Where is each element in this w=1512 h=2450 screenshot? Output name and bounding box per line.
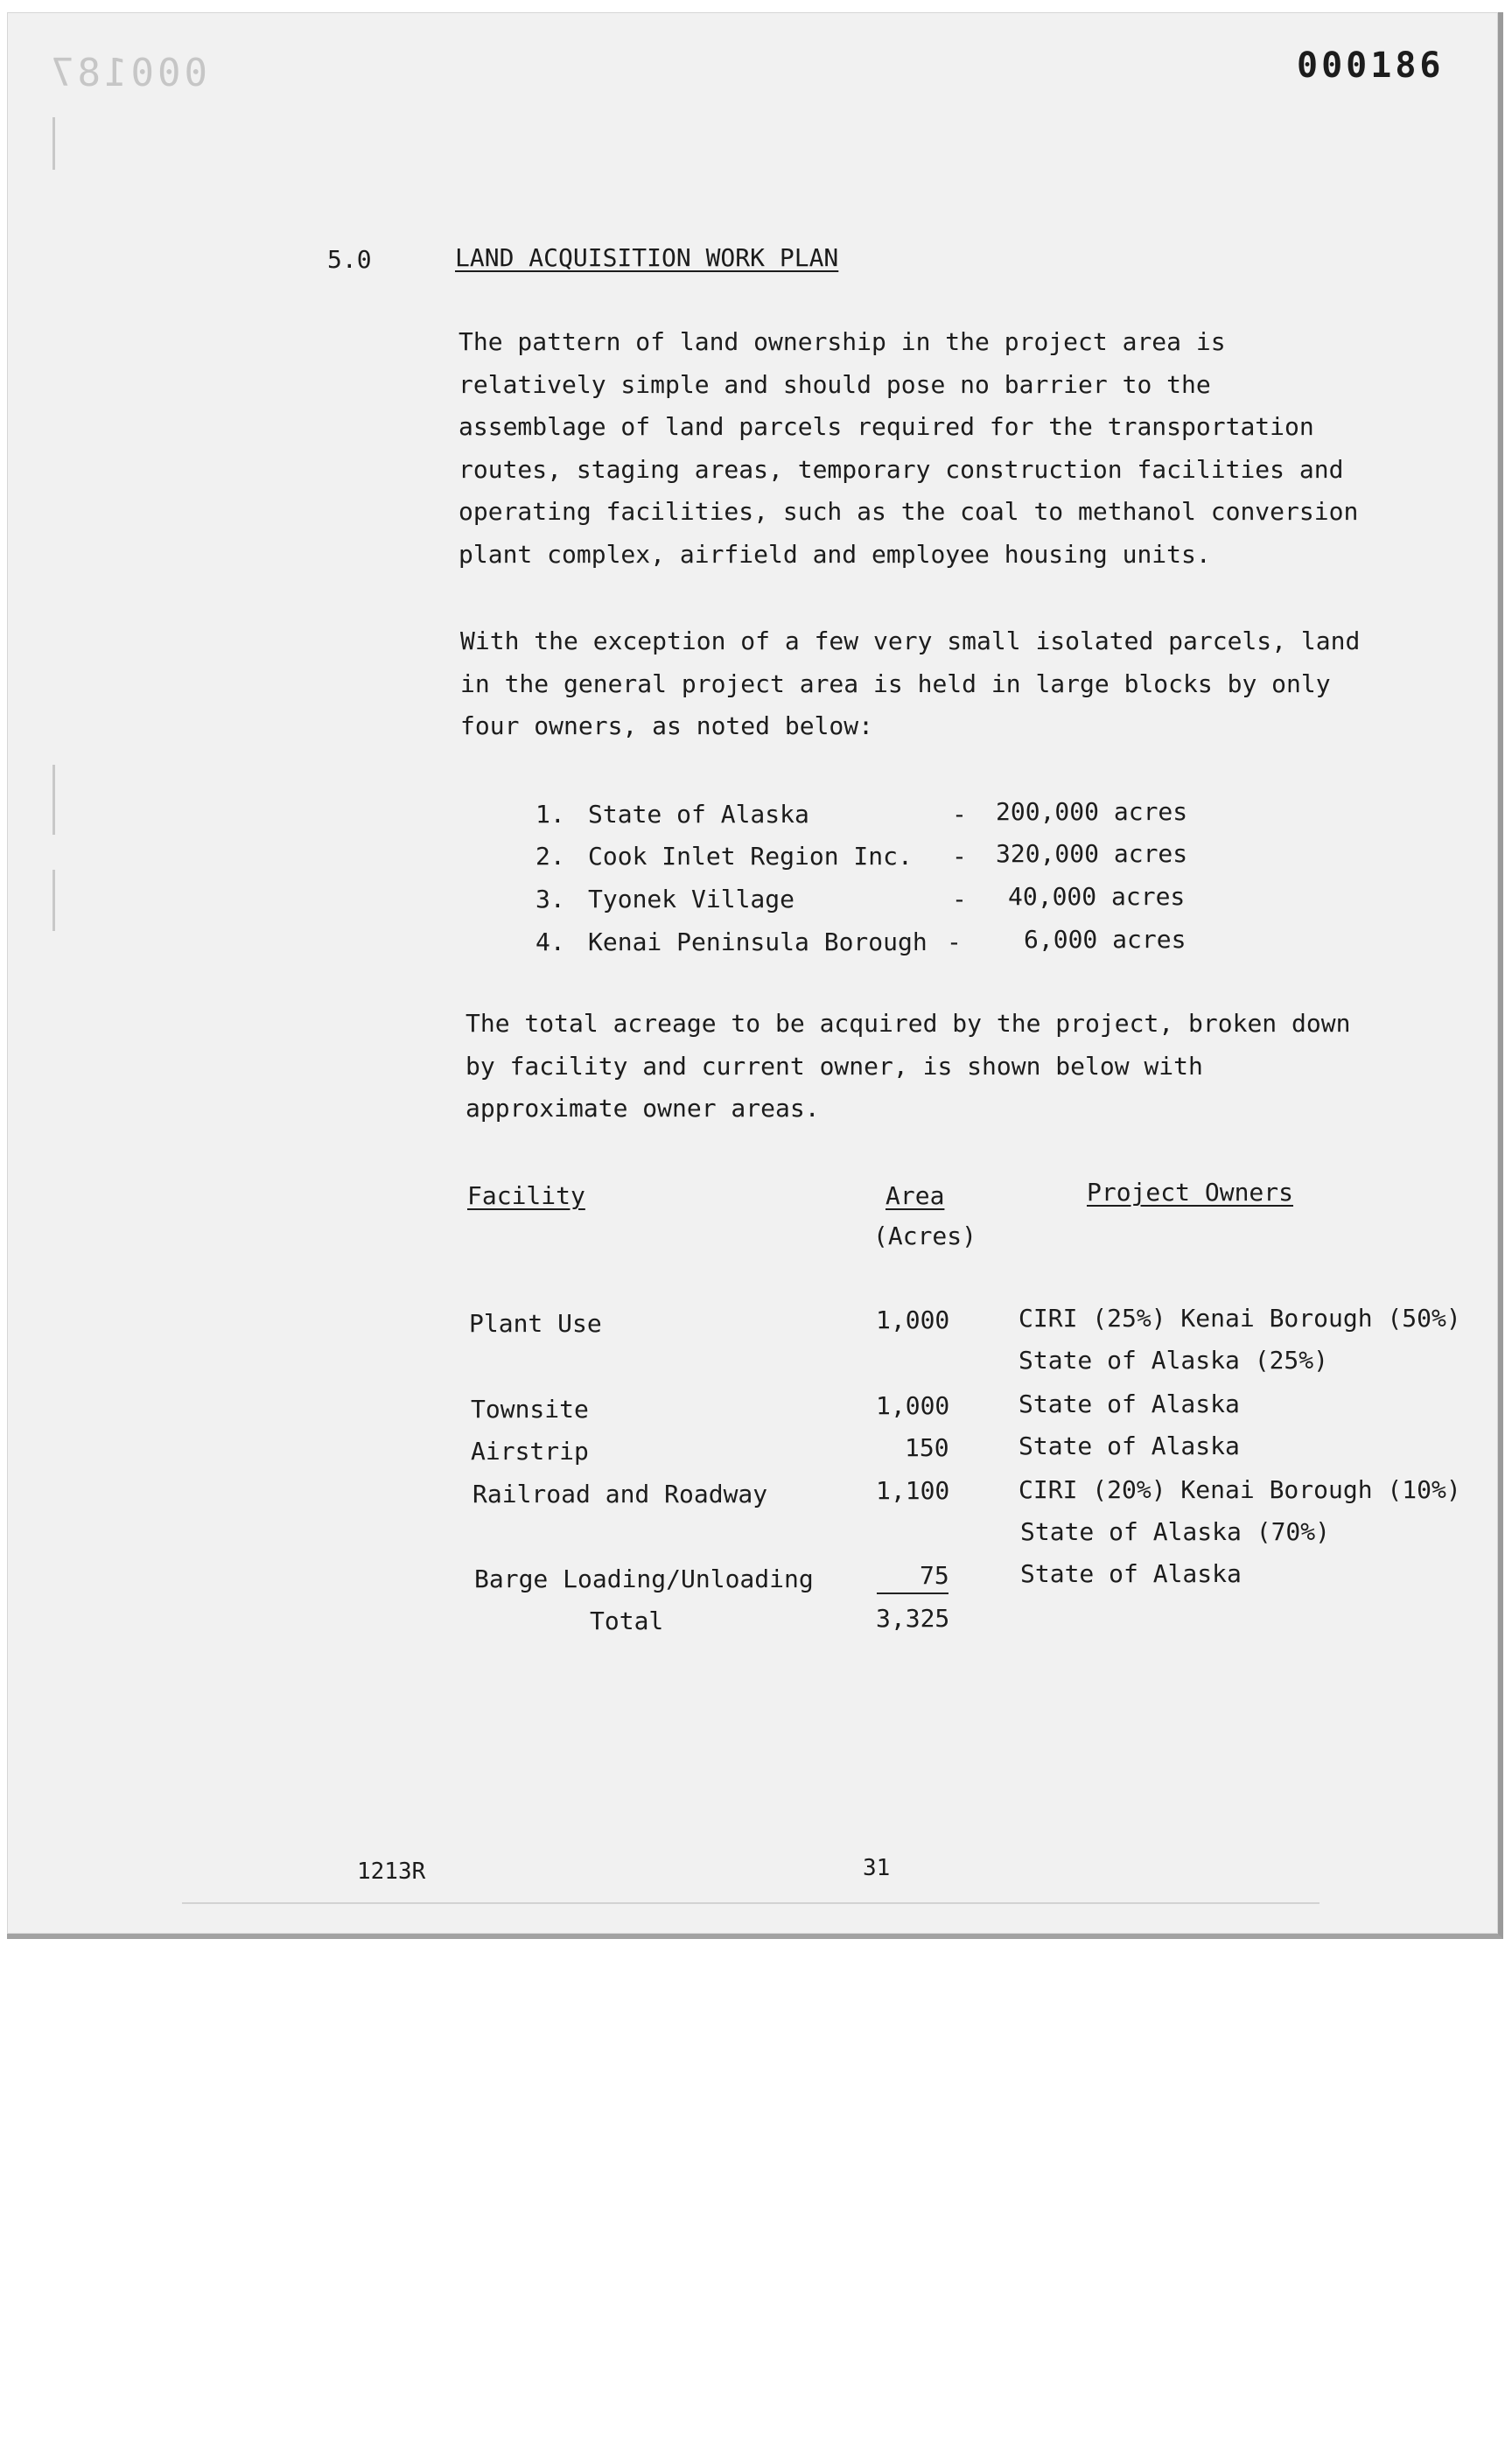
table-cell-owners: State of Alaska: [1018, 1390, 1240, 1418]
owners-intro-paragraph: With the exception of a few very small isolated parcels, land in the general project area is held in large blocks by only four owners, as noted below:: [460, 626, 1361, 740]
table-cell-area: 1,000: [876, 1391, 950, 1420]
table-cell-facility: Barge Loading/Unloading: [474, 1564, 814, 1593]
page-number: 31: [863, 1855, 891, 1881]
table-cell-facility: Townsite: [471, 1395, 589, 1424]
table-cell-owners: State of Alaska (25%): [1018, 1346, 1329, 1375]
table-intro-paragraph: The total acreage to be acquired by the project, broken down by facility and current owner, is shown below with approximate owner areas.: [466, 1009, 1351, 1123]
table-cell-owners: State of Alaska: [1020, 1559, 1242, 1588]
list-item-dash: -: [947, 928, 962, 956]
column-header-facility: Facility: [467, 1181, 585, 1210]
table-cell-facility: Railroad and Roadway: [472, 1480, 768, 1508]
total-rule: [877, 1592, 948, 1594]
list-item-dash: -: [952, 885, 967, 914]
list-item-dash: -: [952, 842, 967, 871]
list-item-amount: 320,000 acres: [996, 839, 1188, 868]
bleed-through-mark: [52, 765, 55, 835]
list-item-name: Kenai Peninsula Borough: [588, 928, 928, 956]
table-cell-area: 75: [920, 1561, 949, 1590]
list-item-number: 1.: [536, 800, 565, 829]
table-cell-area: 1,100: [876, 1476, 950, 1505]
list-item-number: 3.: [536, 885, 565, 914]
bleed-through-mark: [52, 117, 55, 170]
total-label: Total: [590, 1606, 664, 1635]
column-header-area: Area: [886, 1181, 945, 1210]
footer-code: 1213R: [357, 1858, 426, 1885]
table-cell-owners: CIRI (20%) Kenai Borough (10%): [1018, 1475, 1461, 1504]
document-number: 000186: [1297, 46, 1445, 86]
list-item-amount: 200,000 acres: [996, 797, 1188, 826]
column-header-owners: Project Owners: [1087, 1178, 1294, 1207]
table-cell-facility: Airstrip: [471, 1437, 589, 1466]
table-cell-area: 1,000: [876, 1306, 950, 1334]
list-item-name: Cook Inlet Region Inc.: [588, 842, 913, 871]
table-cell-owners: State of Alaska: [1018, 1432, 1240, 1460]
list-item-name: Tyonek Village: [588, 885, 795, 914]
list-item-amount: 40,000 acres: [1008, 882, 1186, 911]
list-item-dash: -: [952, 800, 967, 829]
table-cell-owners: CIRI (25%) Kenai Borough (50%): [1018, 1304, 1461, 1333]
intro-paragraph: The pattern of land ownership in the project area is relatively simple and should pose no barrier to the assemblage of land parcels required for the transportation routes, staging areas, temporary construction facilities and operating facilities, such as the coal to methanol conversion plant complex, airfield and employee housing units.: [458, 327, 1359, 569]
table-cell-owners: State of Alaska (70%): [1020, 1517, 1331, 1546]
list-item-name: State of Alaska: [588, 800, 809, 829]
list-item-number: 2.: [536, 842, 565, 871]
table-cell-area: 150: [905, 1433, 949, 1462]
column-header-area-unit: (Acres): [873, 1222, 977, 1250]
section-number: 5.0: [327, 245, 372, 274]
total-value: 3,325: [876, 1604, 950, 1633]
document-page: [7, 12, 1503, 1939]
section-title: LAND ACQUISITION WORK PLAN: [455, 243, 839, 272]
bleed-through-line: [182, 1902, 1320, 1904]
bleed-through-mark: [52, 870, 55, 931]
bleed-through-number: 000187: [47, 51, 207, 95]
list-item-amount: 6,000 acres: [1024, 925, 1186, 954]
list-item-number: 4.: [536, 928, 565, 956]
table-cell-facility: Plant Use: [469, 1309, 602, 1338]
